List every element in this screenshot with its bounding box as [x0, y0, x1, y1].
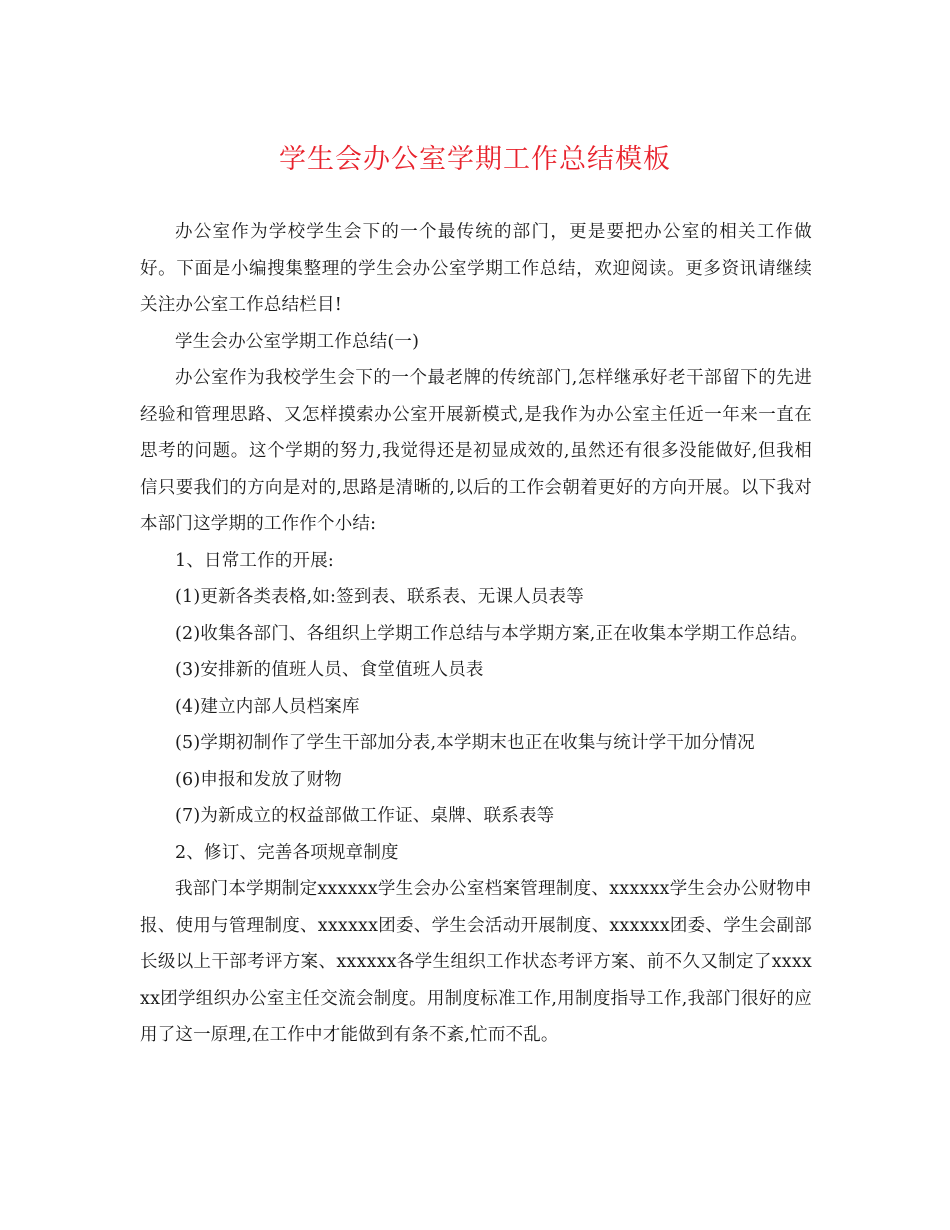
- section-heading-regulations: 2、修订、完善各项规章制度: [175, 842, 399, 863]
- list-item-6: (6)申报和发放了财物: [175, 769, 342, 790]
- section-heading-daily-work: 1、日常工作的开展:: [175, 550, 335, 571]
- document-body: [140, 214, 812, 1054]
- intro-paragraph: 办公室作为学校学生会下的一个最传统的部门，更是要把办公室的相关工作做好。下面是小编搜集整理的学生会办公室学期工作总结，欢迎阅读。更多资讯请继续关注办公室工作总结栏目!: [140, 222, 812, 315]
- overview-paragraph: 办公室作为我校学生会下的一个最老牌的传统部门,怎样继承好老干部留下的先进经验和管理思路、又怎样摸索办公室开展新模式,是我作为办公室主任近一年来一直在思考的问题。这个学期的努力,我觉得还是初显成效的,虽然还有很多没能做好,但我相信只要我们的方向是对的,思路是清晰的,以后的工作会朝着更好的方向开展。以下我对本部门这学期的工作作个小结:: [140, 368, 812, 534]
- list-item-4: (4)建立内部人员档案库: [175, 696, 360, 717]
- regulations-paragraph: 我部门本学期制定xxxxxx学生会办公室档案管理制度、xxxxxx学生会办公财物申报、使用与管理制度、xxxxxx团委、学生会活动开展制度、xxxxxx团委、学生会副部长级以上干部考评方案、xxxxxx各学生组织工作状态考评方案、前不久又制定了xxxxxx团学组织办公室主任交流会制度。用制度标准工作,用制度指导工作,我部门很好的应用了这一原理,在工作中才能做到有条不紊,忙而不乱。: [140, 879, 812, 1045]
- list-item-2: (2)收集各部门、各组织上学期工作总结与本学期方案,正在收集本学期工作总结。: [175, 623, 808, 644]
- document-title: 学生会办公室学期工作总结模板: [279, 144, 671, 175]
- list-item-3: (3)安排新的值班人员、食堂值班人员表: [175, 660, 484, 680]
- list-item-7: (7)为新成立的权益部做工作证、桌牌、联系表等: [175, 806, 555, 826]
- list-item-5: (5)学期初制作了学生干部加分表,本学期末也正在收集与统计学干加分情况: [175, 733, 755, 753]
- section-heading-summary-one: 学生会办公室学期工作总结(一): [175, 331, 420, 352]
- list-item-1: (1)更新各类表格,如:签到表、联系表、无课人员表等: [175, 587, 584, 607]
